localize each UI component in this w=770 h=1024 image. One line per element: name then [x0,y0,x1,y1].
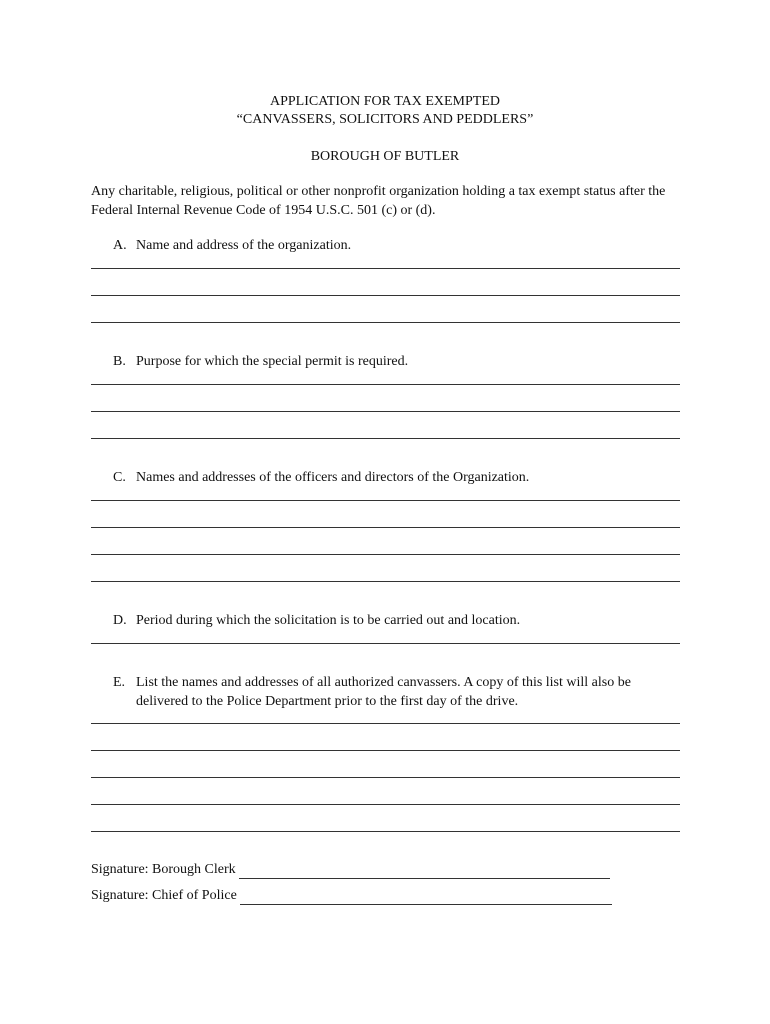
signature-clerk-label: Signature: Borough Clerk [91,862,236,877]
answer-e-line-1[interactable] [91,723,680,724]
answer-c-line-2[interactable] [91,527,680,528]
question-e-label: E. [113,675,126,690]
answer-e-line-4[interactable] [91,804,680,805]
answer-b-line-2[interactable] [91,411,680,412]
question-e [113,673,631,709]
signature-police-label: Signature: Chief of Police [91,888,237,903]
question-b [113,352,408,371]
answer-d-line-1[interactable] [91,643,680,644]
intro-paragraph: Any charitable, religious, political or other nonprofit organization holding a tax exempt status after the Federal Internal Revenue Code of 1954 U.S.C. 501 (c) or (d). [91,184,666,218]
borough-name: BOROUGH OF BUTLER [310,149,460,164]
answer-c-line-4[interactable] [91,581,680,582]
answer-c-line-3[interactable] [91,554,680,555]
signature-police-line[interactable] [240,890,612,905]
question-a-text: Name and address of the organization. [136,238,352,253]
answer-e-line-3[interactable] [91,777,680,778]
question-c [113,468,529,487]
question-b-text: Purpose for which the special permit is required. [136,354,409,369]
question-d [113,611,520,630]
form-title-line2: “CANVASSERS, SOLICITORS AND PEDDLERS” [236,112,534,127]
answer-b-line-3[interactable] [91,438,680,439]
question-a-label: A. [113,238,127,253]
question-e-text: List the names and addresses of all authorized canvassers. A copy of this list will also be delivered to the Police Department prior to the first day of the drive. [136,675,631,709]
signature-clerk-line[interactable] [239,864,610,879]
signature-borough-clerk [91,861,610,879]
answer-a-line-2[interactable] [91,295,680,296]
answer-b-line-1[interactable] [91,384,680,385]
answer-c-line-1[interactable] [91,500,680,501]
form-title-line1: APPLICATION FOR TAX EXEMPTED [269,94,501,109]
signature-chief-of-police [91,887,612,905]
question-a [113,236,351,255]
question-b-label: B. [113,354,126,369]
answer-e-line-2[interactable] [91,750,680,751]
answer-a-line-3[interactable] [91,322,680,323]
question-c-label: C. [113,470,126,485]
question-c-text: Names and addresses of the officers and directors of the Organization. [136,470,530,485]
question-d-text: Period during which the solicitation is to be carried out and location. [136,613,521,628]
question-d-label: D. [113,613,127,628]
answer-e-line-5[interactable] [91,831,680,832]
answer-a-line-1[interactable] [91,268,680,269]
